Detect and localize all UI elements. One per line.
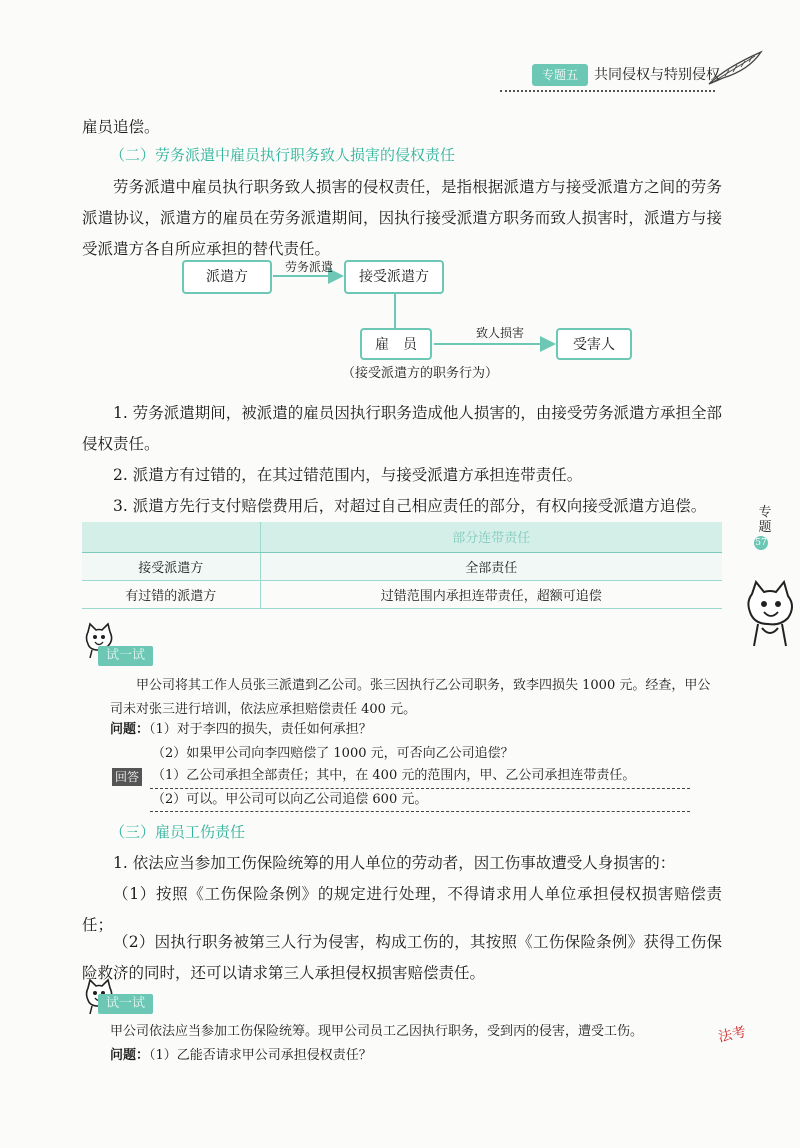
dispatch-diagram (170, 254, 640, 384)
feather-icon (705, 48, 765, 88)
question-text: （1）对于李四的损失，责任如何承担？ (149, 722, 372, 737)
box-receiver: 接受派遣方 (344, 260, 444, 294)
answer-2: （2）可以。甲公司可以向乙公司追偿 600 元。 (152, 792, 428, 807)
try-it-label: 试一试 (98, 994, 153, 1014)
table-row (82, 580, 722, 608)
table-cell: 过错范围内承担连带责任，超额可追偿 (260, 580, 722, 608)
table-cell: 有过错的派遣方 (82, 580, 260, 608)
question-label: 问题： (110, 722, 150, 737)
header-divider (500, 90, 715, 92)
liability-table (82, 522, 722, 609)
running-header-title: 共同侵权与特别侵权 (594, 67, 720, 83)
chapter-badge: 专题五 (532, 64, 588, 86)
rule-1: 1. 劳务派遣期间，被派遣的雇员因执行职务造成他人损害的，由接受劳务派遣方承担全部侵权责任。 (82, 404, 722, 453)
rule-2: 2. 派遣方有过错的，在其过错范围内，与接受派遣方承担连带责任。 (113, 466, 583, 484)
box-victim: 受害人 (556, 328, 632, 360)
table-cell: 接受派遣方 (82, 552, 260, 580)
section-paragraph: 劳务派遣中雇员执行职务致人损害的侵权责任，是指根据派遣方与接受派遣方之间的劳务派遣协议，派遣方的雇员在劳务派遣期间，因执行接受派遣方职务而致人损害时，派遣方与接受派遣方各自所应承担的替代责任。 (82, 178, 722, 258)
question-1 (110, 718, 722, 742)
red-stamp: 法考 (716, 1024, 748, 1046)
arrow-label-harm: 致人损害 (475, 326, 524, 340)
question-label: 问题： (110, 1048, 150, 1063)
answer-badge: 回答 (112, 768, 142, 786)
section-paragraph: 1. 依法应当参加工伤保险统筹的用人单位的劳动者，因工伤事故遭受人身损害的： (113, 854, 676, 872)
question-2: （2）如果甲公司向李四赔偿了 1000 元，可否向乙公司追偿？ (152, 746, 514, 761)
side-tab-label: 专题 (758, 505, 772, 535)
diagram-caption: （接受派遣方的职务行为） (341, 366, 498, 381)
section-paragraph: （1）按照《工伤保险条例》的规定进行处理，不得请求用人单位承担侵权损害赔偿责任； (82, 885, 722, 934)
case-text: 甲公司依法应当参加工伤保险统筹。现甲公司员工乙因执行职务，受到丙的侵害，遭受工伤。 (110, 1024, 644, 1039)
rule-3: 3. 派遣方先行支付赔偿费用后，对超过自己相应责任的部分，有权向接受派遣方追偿。 (113, 497, 707, 515)
table-cell: 全部责任 (260, 552, 722, 580)
table-header-row (82, 522, 722, 552)
table-header-cell (82, 522, 260, 552)
paragraph-continuation: 雇员追偿。 (82, 118, 160, 136)
question-text: （1）乙能否请求甲公司承担侵权责任？ (149, 1048, 372, 1063)
answer-underline (150, 811, 690, 812)
cat-mascot-icon (740, 580, 798, 650)
table-header-cell: 部分连带责任 (260, 522, 722, 552)
section-heading: （三）雇员工伤责任 (110, 823, 246, 841)
section-paragraph: （2）因执行职务被第三人行为侵害，构成工伤的，其按照《工伤保险条例》获得工伤保险救济的同时，还可以请求第三人承担侵权损害赔偿责任。 (82, 933, 722, 982)
try-it-label: 试一试 (98, 646, 153, 666)
box-dispatcher: 派遣方 (182, 260, 272, 294)
answer-1: （1）乙公司承担全部责任；其中，在 400 元的范围内，甲、乙公司承担连带责任。 (152, 768, 636, 783)
case-text: 甲公司将其工作人员张三派遣到乙公司。张三因执行乙公司职务，致李四损失 1000 元。经查，甲公司未对张三进行培训，依法应承担赔偿责任 400 元。 (110, 678, 711, 717)
arrow-label-dispatch: 劳务派遣 (284, 260, 333, 274)
box-employee: 雇 员 (360, 328, 432, 360)
question-1 (110, 1044, 722, 1068)
section-heading: （二）劳务派遣中雇员执行职务致人损害的侵权责任 (110, 146, 456, 164)
page-number: 57 (755, 538, 767, 548)
table-row (82, 552, 722, 580)
